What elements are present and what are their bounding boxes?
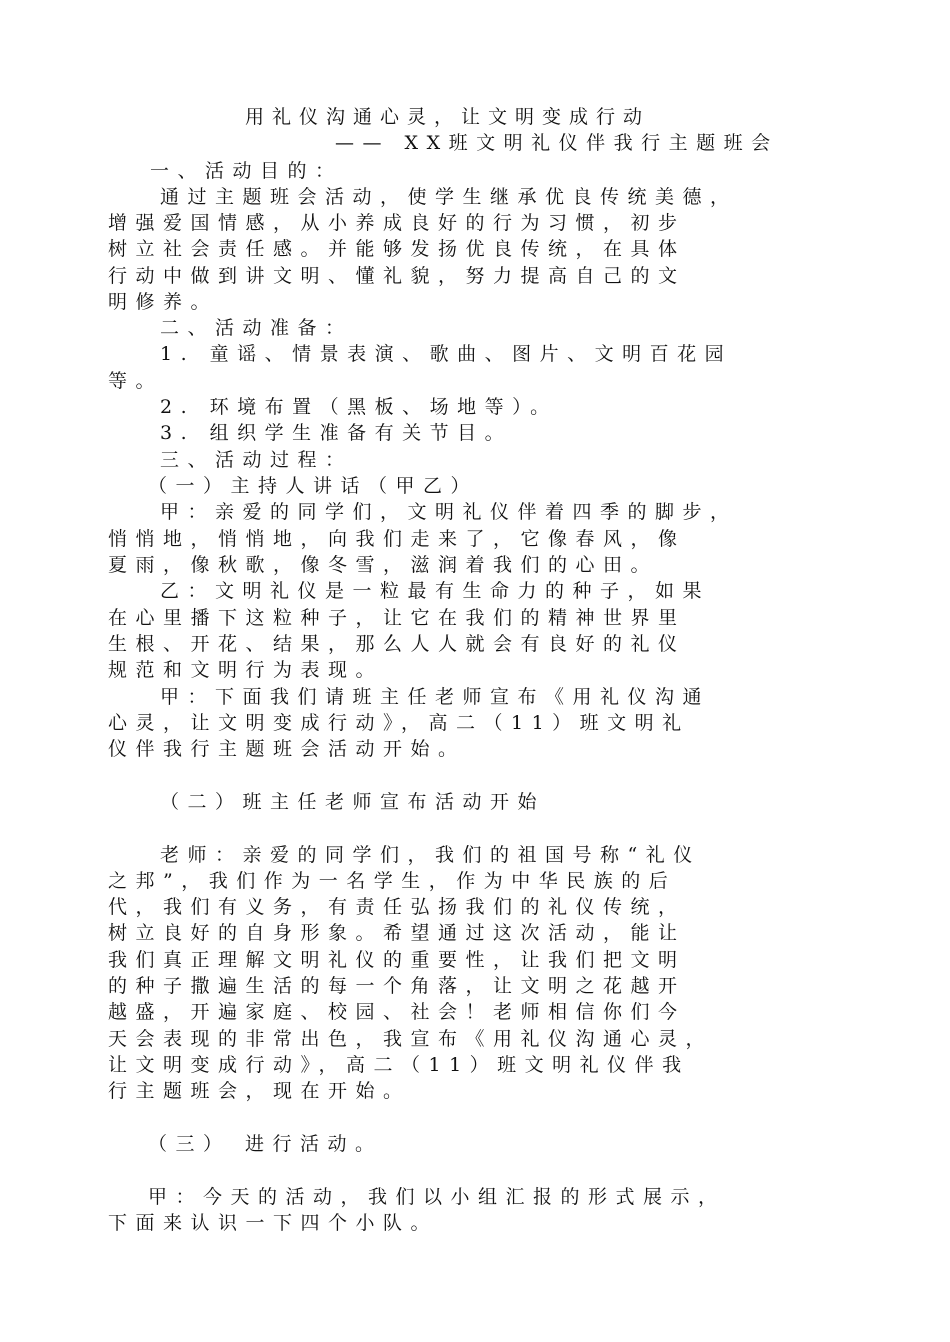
text-line: 下面来认识一下四个小队。 bbox=[108, 1212, 439, 1234]
text-line: 老师：亲爱的同学们，我们的祖国号称“礼仪 bbox=[160, 844, 701, 866]
text-line: 行主题班会，现在开始。 bbox=[108, 1080, 411, 1102]
text-line: （二）班主任老师宣布活动开始 bbox=[160, 791, 546, 813]
text-line: 等。 bbox=[108, 370, 164, 392]
text-line: 树立良好的自身形象。希望通过这次活动，能让 bbox=[108, 922, 686, 944]
text-line: 3. 组织学生准备有关节目。 bbox=[160, 422, 513, 444]
text-line: 乙：文明礼仪是一粒最有生命力的种子，如果 bbox=[160, 580, 711, 602]
text-line: 我们真正理解文明礼仪的重要性，让我们把文明 bbox=[108, 949, 686, 971]
text-line: 2. 环境布置（黑板、场地等）。 bbox=[160, 396, 558, 418]
document-subtitle: —— XX班文明礼仪伴我行主题班会 bbox=[335, 132, 779, 154]
text-line: 1. 童谣、情景表演、歌曲、图片、文明百花园 bbox=[160, 343, 733, 365]
text-line: 通过主题班会活动，使学生继承优良传统美德， bbox=[160, 186, 738, 208]
text-line: 生根、开花、结果，那么人人就会有良好的礼仪 bbox=[108, 633, 686, 655]
text-line: 夏雨，像秋歌，像冬雪，滋润着我们的心田。 bbox=[108, 554, 659, 576]
text-line: 天会表现的非常出色，我宣布《用礼仪沟通心灵， bbox=[108, 1028, 714, 1050]
text-line: 明修养。 bbox=[108, 291, 219, 313]
text-line: 树立社会责任感。并能够发扬优良传统，在具体 bbox=[108, 238, 686, 260]
text-line: 悄悄地，悄悄地，向我们走来了，它像春风，像 bbox=[108, 528, 686, 550]
document-title: 用礼仪沟通心灵，让文明变成行动 bbox=[245, 106, 651, 128]
text-line: 甲：下面我们请班主任老师宣布《用礼仪沟通 bbox=[160, 686, 711, 708]
text-line: 在心里播下这粒种子，让它在我们的精神世界里 bbox=[108, 607, 686, 629]
text-line: （一）主持人讲话（甲乙） bbox=[148, 475, 479, 497]
text-line: 的种子撒遍生活的每一个角落，让文明之花越开 bbox=[108, 975, 686, 997]
text-line: 行动中做到讲文明、懂礼貌，努力提高自己的文 bbox=[108, 265, 686, 287]
text-line: 之邦”，我们作为一名学生，作为中华民族的后 bbox=[108, 870, 677, 892]
text-line: 一、活动目的： bbox=[150, 160, 343, 182]
text-line: 代，我们有义务，有责任弘扬我们的礼仪传统， bbox=[108, 896, 686, 918]
text-line: （三） 进行活动。 bbox=[148, 1133, 383, 1155]
text-line: 增强爱国情感，从小养成良好的行为习惯，初步 bbox=[108, 212, 686, 234]
text-line: 甲：亲爱的同学们，文明礼仪伴着四季的脚步， bbox=[160, 501, 738, 523]
text-line: 甲：今天的活动，我们以小组汇报的形式展示， bbox=[148, 1186, 726, 1208]
text-line: 三、活动过程： bbox=[160, 449, 353, 471]
text-line: 二、活动准备： bbox=[160, 317, 353, 339]
text-line: 心灵，让文明变成行动》，高二（11）班文明礼 bbox=[108, 712, 690, 734]
text-line: 越盛，开遍家庭、校园、社会！老师相信你们今 bbox=[108, 1001, 686, 1023]
text-line: 让文明变成行动》，高二（11）班文明礼仪伴我 bbox=[108, 1054, 690, 1076]
text-line: 仪伴我行主题班会活动开始。 bbox=[108, 738, 466, 760]
text-line: 规范和文明行为表现。 bbox=[108, 659, 384, 681]
